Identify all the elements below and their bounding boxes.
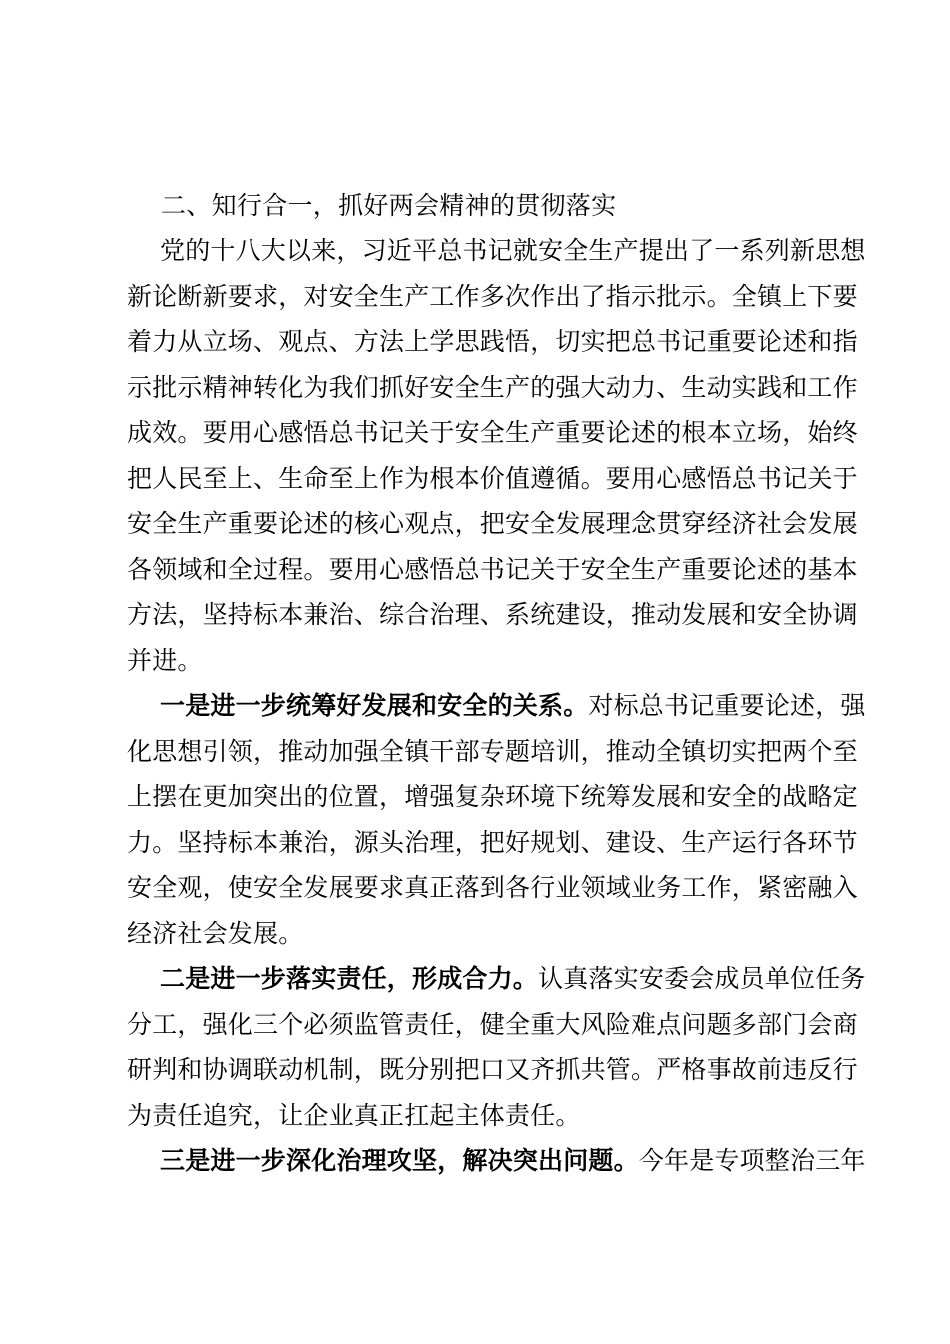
point-1-line-6: 经济社会发展。 <box>127 918 304 948</box>
point-1-paragraph <box>127 683 866 956</box>
point-2-first-rest: 认真落实安委会成员单位任务 <box>538 964 866 993</box>
intro-line-8: 各领域和全过程。要用心感悟总书记关于安全生产重要论述的基本 <box>127 554 858 584</box>
point-2-line-3: 研判和协调联动机制，既分别把口又齐抓共管。严格事故前违反行 <box>127 1055 858 1084</box>
point-2-line-1 <box>127 956 866 1002</box>
point-1-line-5: 安全观，使安全发展要求真正落到各行业领域业务工作，紧密融入 <box>127 873 858 902</box>
intro-line-7: 安全生产重要论述的核心观点，把安全发展理念贯穿经济社会发展 <box>127 509 858 538</box>
point-2-line-2: 分工，强化三个必须监管责任，健全重大风险难点问题多部门会商 <box>127 1009 858 1039</box>
intro-line-4: 示批示精神转化为我们抓好安全生产的强大动力、生动实践和工作 <box>127 372 858 402</box>
intro-line-5: 成效。要用心感悟总书记关于安全生产重要论述的根本立场，始终 <box>127 418 858 447</box>
intro-line-9: 方法，坚持标本兼治、综合治理、系统建设，推动发展和安全协调 <box>127 600 858 629</box>
point-3-lead: 三是进一步深化治理攻坚，解决突出问题。 <box>160 1146 639 1175</box>
point-2-lead: 二是进一步落实责任，形成合力。 <box>160 964 539 993</box>
intro-line-6: 把人民至上、生命至上作为根本价值遵循。要用心感悟总书记关于 <box>127 463 858 493</box>
point-1-lead: 一是进一步统筹好发展和安全的关系。 <box>160 691 589 720</box>
point-2-line-4: 为责任追究，让企业真正扛起主体责任。 <box>127 1100 581 1130</box>
document-body <box>127 183 866 1184</box>
point-1-line-3: 上摆在更加突出的位置，增强复杂环境下统筹发展和安全的战略定 <box>127 782 858 811</box>
point-1-first-rest: 对标总书记重要论述，强 <box>588 691 866 720</box>
intro-line-1: 党的十八大以来，习近平总书记就安全生产提出了一系列新思想 <box>160 236 866 265</box>
intro-line-3: 着力从立场、观点、方法上学思践悟，切实把总书记重要论述和指 <box>127 327 858 356</box>
section-heading: 二、知行合一，抓好两会精神的贯彻落实 <box>161 191 617 220</box>
point-3-first-rest: 今年是专项整治三年 <box>638 1146 866 1175</box>
intro-line-2: 新论断新要求，对安全生产工作多次作出了指示批示。全镇上下要 <box>127 281 858 311</box>
intro-line-10: 并进。 <box>127 645 203 675</box>
point-1-line-4: 力。坚持标本兼治，源头治理，把好规划、建设、生产运行各环节 <box>127 827 858 857</box>
point-1-line-1 <box>127 683 866 729</box>
intro-paragraph <box>127 228 866 683</box>
point-3-line-1 <box>127 1138 866 1184</box>
point-2-paragraph <box>127 956 866 1138</box>
point-1-line-2: 化思想引领，推动加强全镇干部专题培训，推动全镇切实把两个至 <box>127 736 858 766</box>
point-3-paragraph <box>127 1138 866 1184</box>
